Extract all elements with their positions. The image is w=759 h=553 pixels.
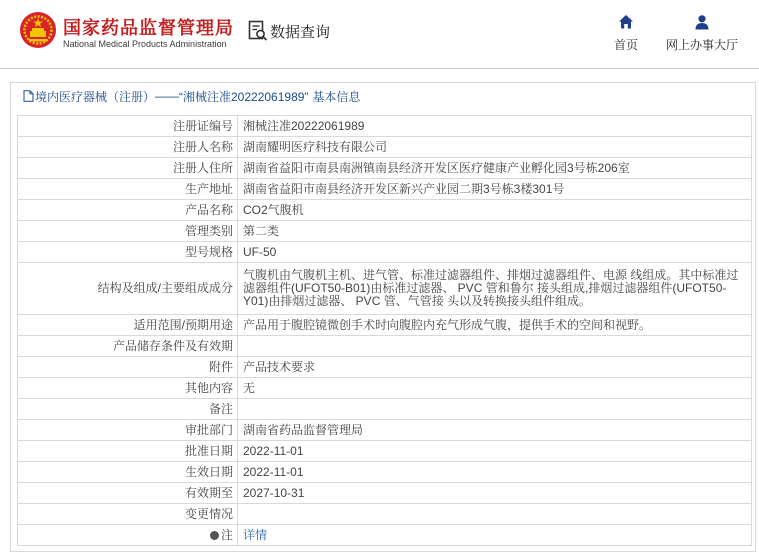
table-row bbox=[18, 200, 752, 221]
field-value: 第二类 bbox=[238, 221, 752, 242]
nav-service-hall-label: 网上办事大厅 bbox=[665, 38, 738, 52]
field-value bbox=[238, 336, 752, 357]
field-label: 附件 bbox=[18, 357, 238, 378]
note-icon bbox=[210, 531, 219, 540]
field-label: 生产地址 bbox=[18, 179, 238, 200]
field-value: 2027-10-31 bbox=[238, 483, 752, 504]
table-row bbox=[18, 357, 752, 378]
field-value: 气腹机由气腹机主机、进气管、标准过滤器组件、排烟过滤器组件、电源 线组成。其中标准过滤器组件(UFOT50-B01)由标准过滤器、 PVC 管和鲁尔 接头组成,排烟过滤器组件(UFOT50-Y01)由排烟过滤器、 PVC 管、气管接 头以及转换接头组件组成。 bbox=[238, 263, 752, 315]
field-label: 注册人名称 bbox=[18, 137, 238, 158]
field-label: 其他内容 bbox=[18, 378, 238, 399]
field-value: 2022-11-01 bbox=[238, 462, 752, 483]
table-row bbox=[18, 137, 752, 158]
field-label: 生效日期 bbox=[18, 462, 238, 483]
field-value bbox=[238, 399, 752, 420]
table-row bbox=[18, 399, 752, 420]
table-row bbox=[18, 221, 752, 242]
detail-panel bbox=[10, 82, 756, 552]
field-value: 2022-11-01 bbox=[238, 441, 752, 462]
nav-home[interactable] bbox=[611, 14, 641, 53]
field-label: 注册人住所 bbox=[18, 158, 238, 179]
site-name-en: National Medical Products Administration bbox=[63, 39, 227, 49]
field-value: 产品用于腹腔镜微创手术时向腹腔内充气形成气腹，提供手术的空间和视野。 bbox=[238, 315, 752, 336]
national-emblem-icon bbox=[19, 11, 57, 49]
field-label: 型号规格 bbox=[18, 242, 238, 263]
field-label: 注册证编号 bbox=[18, 116, 238, 137]
table-row bbox=[18, 263, 752, 315]
field-label: 变更情况 bbox=[18, 504, 238, 525]
field-value: 产品技术要求 bbox=[238, 357, 752, 378]
table-row bbox=[18, 441, 752, 462]
field-value: 湖南省药品监督管理局 bbox=[238, 420, 752, 441]
table-row bbox=[18, 158, 752, 179]
field-value: 湘械注准20222061989 bbox=[238, 116, 752, 137]
field-value bbox=[238, 504, 752, 525]
field-value: UF-50 bbox=[238, 242, 752, 263]
data-query-label: 数据查询 bbox=[270, 23, 331, 41]
table-row bbox=[18, 378, 752, 399]
site-header bbox=[0, 0, 759, 68]
table-row bbox=[18, 462, 752, 483]
field-label: 管理类别 bbox=[18, 221, 238, 242]
registration-info-table bbox=[17, 115, 752, 546]
nav-home-label: 首页 bbox=[613, 38, 638, 52]
field-label: 产品名称 bbox=[18, 200, 238, 221]
note-label-cell bbox=[18, 525, 238, 546]
breadcrumb-separator: —— bbox=[155, 89, 180, 103]
field-value: 湖南省益阳市南县经济开发区新兴产业园二期3号栋3楼301号 bbox=[238, 179, 752, 200]
home-icon bbox=[618, 14, 634, 30]
note-label: 注 bbox=[220, 527, 233, 542]
field-label: 批准日期 bbox=[18, 441, 238, 462]
field-label: 产品储存条件及有效期 bbox=[18, 336, 238, 357]
field-label: 备注 bbox=[18, 399, 238, 420]
field-label: 结构及组成/主要组成成分 bbox=[18, 263, 238, 315]
table-row bbox=[18, 116, 752, 137]
field-value: 湖南省益阳市南县南洲镇南县经济开发区医疗健康产业孵化园3号栋206室 bbox=[238, 158, 752, 179]
field-label: 有效期至 bbox=[18, 483, 238, 504]
table-row bbox=[18, 483, 752, 504]
field-label: 适用范围/预期用途 bbox=[18, 315, 238, 336]
table-row bbox=[18, 420, 752, 441]
table-row-note bbox=[18, 525, 752, 546]
document-icon bbox=[23, 90, 34, 102]
user-icon bbox=[694, 14, 710, 30]
table-row bbox=[18, 242, 752, 263]
breadcrumb bbox=[11, 83, 755, 109]
header-divider bbox=[0, 68, 759, 69]
breadcrumb-suffix: 基本信息 bbox=[312, 89, 361, 104]
field-label: 审批部门 bbox=[18, 420, 238, 441]
field-value: 无 bbox=[238, 378, 752, 399]
field-value: 湖南耀明医疗科技有限公司 bbox=[238, 137, 752, 158]
breadcrumb-record: “湘械注准20222061989” bbox=[179, 89, 309, 104]
data-query-link[interactable] bbox=[248, 20, 330, 42]
note-value-cell bbox=[238, 525, 752, 546]
breadcrumb-category[interactable]: 境内医疗器械（注册） bbox=[35, 89, 156, 104]
details-link[interactable]: 详情 bbox=[243, 527, 268, 542]
table-row bbox=[18, 315, 752, 336]
table-row bbox=[18, 179, 752, 200]
table-row bbox=[18, 504, 752, 525]
nav-service-hall[interactable] bbox=[662, 14, 742, 53]
table-row bbox=[18, 336, 752, 357]
site-name-cn: 国家药品监督管理局 bbox=[63, 18, 234, 38]
document-search-icon bbox=[248, 20, 268, 42]
field-value: CO2气腹机 bbox=[238, 200, 752, 221]
